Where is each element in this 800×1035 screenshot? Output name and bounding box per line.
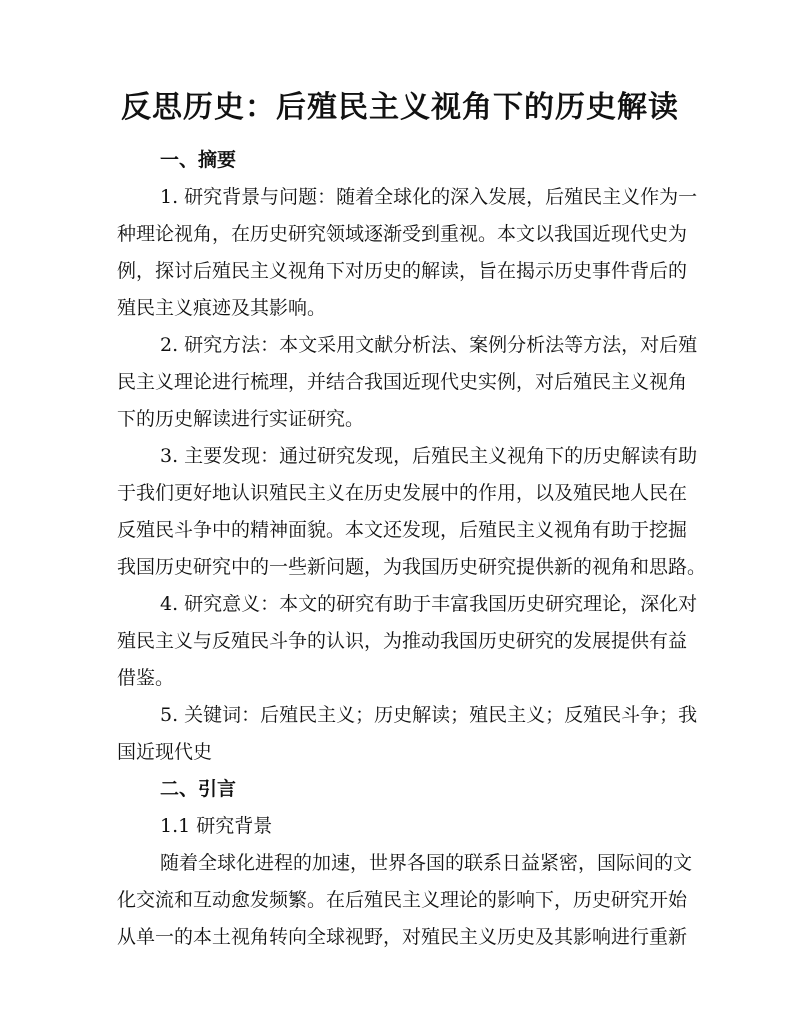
section-heading-introduction: 二、引言: [160, 778, 237, 800]
paragraph-line: 下的历史解读进行实证研究。: [117, 408, 365, 430]
paragraph-line: 2. 研究方法：本文采用文献分析法、案例分析法等方法，对后殖: [160, 334, 698, 356]
paragraph-line: 殖民主义痕迹及其影响。: [117, 297, 327, 319]
document-title: 反思历史：后殖民主义视角下的历史解读: [121, 90, 679, 125]
paragraph-line: 借鉴。: [117, 667, 175, 689]
keywords-line: 国近现代史: [117, 741, 213, 763]
paragraph-line: 随着全球化进程的加速，世界各国的联系日益紧密，国际间的文: [160, 852, 693, 874]
section-heading-abstract: 一、摘要: [160, 149, 237, 171]
paragraph-line: 1. 研究背景与问题：随着全球化的深入发展，后殖民主义作为一: [160, 186, 698, 208]
paragraph-line: 4. 研究意义：本文的研究有助于丰富我国历史研究理论，深化对: [160, 593, 698, 615]
paragraph-line: 殖民主义与反殖民斗争的认识，为推动我国历史研究的发展提供有益: [117, 630, 688, 652]
paragraph-line: 3. 主要发现：通过研究发现，后殖民主义视角下的历史解读有助: [160, 445, 698, 467]
paragraph-line: 民主义理论进行梳理，并结合我国近现代史实例，对后殖民主义视角: [117, 371, 688, 393]
paragraph-line: 于我们更好地认识殖民主义在历史发展中的作用，以及殖民地人民在: [117, 482, 688, 504]
paragraph-line: 种理论视角，在历史研究领域逐渐受到重视。本文以我国近现代史为: [117, 223, 688, 245]
subsection-heading: 1.1 研究背景: [160, 815, 273, 837]
paragraph-line: 从单一的本土视角转向全球视野，对殖民主义历史及其影响进行重新: [117, 926, 688, 948]
paragraph-line: 我国历史研究中的一些新问题，为我国历史研究提供新的视角和思路。: [117, 556, 707, 578]
paragraph-line: 例，探讨后殖民主义视角下对历史的解读，旨在揭示历史事件背后的: [117, 260, 688, 282]
paragraph-line: 反殖民斗争中的精神面貌。本文还发现，后殖民主义视角有助于挖掘: [117, 519, 688, 541]
paragraph-line: 化交流和互动愈发频繁。在后殖民主义理论的影响下，历史研究开始: [117, 889, 688, 911]
keywords-line: 5. 关键词：后殖民主义；历史解读；殖民主义；反殖民斗争；我: [160, 704, 698, 726]
